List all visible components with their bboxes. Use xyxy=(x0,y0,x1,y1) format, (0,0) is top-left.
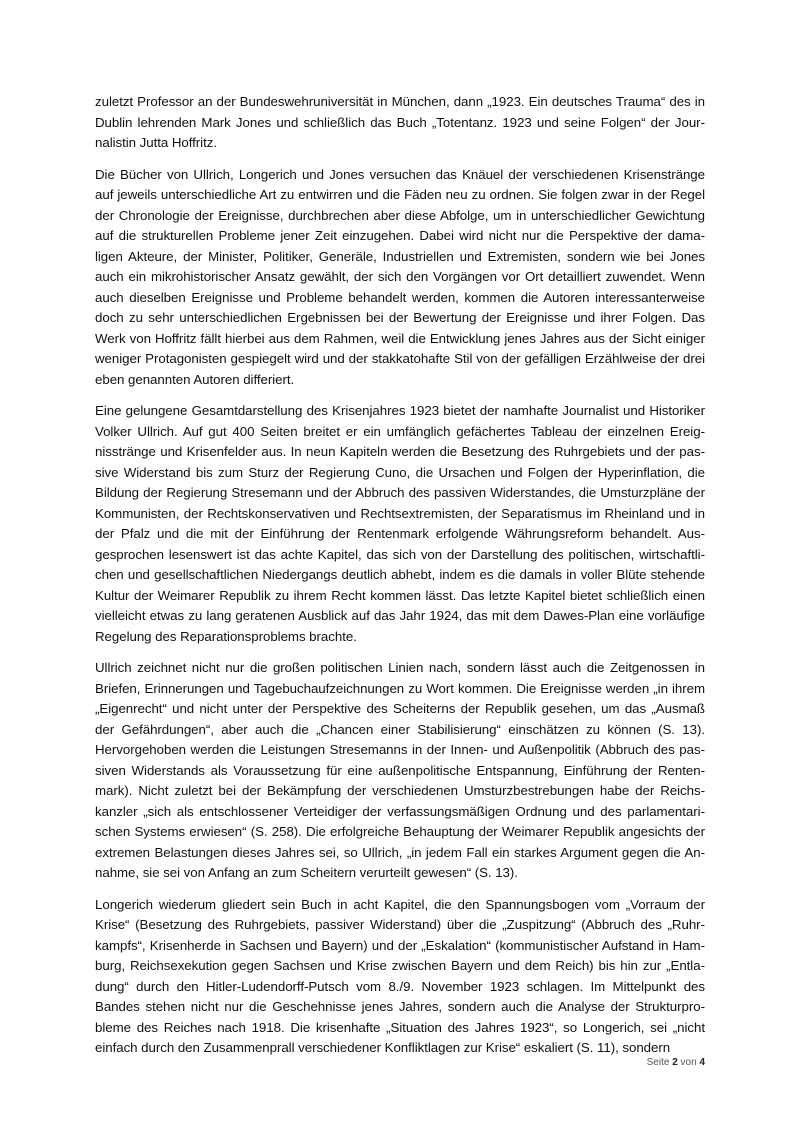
page-separator: von xyxy=(680,1057,697,1068)
paragraph: Ullrich zeichnet nicht nur die großen politischen Linien nach, sondern lässt auch die Zeitgenossen in Briefen, Erinnerungen und Tagebuchaufzeichnungen zu Wort kommen. Die Ereignisse werden „in ihrem „Eigenrecht“ und nicht unter der Perspektive des Scheiterns der Republik gesehen, um das „Ausmaß der Gefährdungen“, aber auch die „Chancen einer Stabilisierung“ einschätzen zu können (S. 13). Hervorgehoben werden die Leistungen Stresemanns in der Innen- und Außenpolitik (Abbruch des passiven Widerstands als Voraussetzung für eine außenpolitische Entspannung, Einführung der Rentenmark). Nicht zuletzt bei der Bekämpfung der verschiedenen Umsturzbestrebungen habe der Reichskanzler „sich als entschlossener Verteidiger der verfassungsmäßigen Ordnung und des parlamentarischen Systems erwiesen“ (S. 258). Die erfolgreiche Behauptung der Weimarer Republik angesichts der extremen Belastungen dieses Jahres sei, so Ullrich, „in jedem Fall ein starkes Argument gegen die Annahme, sie sei von Anfang an zum Scheitern verurteilt gewesen“ (S. 13). xyxy=(95,660,705,880)
total-pages-number: 4 xyxy=(699,1057,705,1068)
paragraph: Die Bücher von Ullrich, Longerich und Jones versuchen das Knäuel der verschiedenen Krisenstränge auf jeweils unterschiedliche Art zu entwirren und die Fäden neu zu ordnen. Sie folgen zwar in der Regel der Chronologie der Ereignisse, durchbrechen aber diese Abfolge, um in unterschiedlicher Gewichtung auf die strukturellen Probleme jener Zeit einzugehen. Dabei wird nicht nur die Perspektive der damaligen Akteure, der Minister, Politiker, Generäle, Industriellen und Extremisten, sondern wie bei Jones auch ein mikrohistorischer Ansatz gewählt, der sich den Vorgängen vor Ort detailliert zuwendet. Wenn auch dieselben Ereignisse und Probleme behandelt werden, kommen die Autoren interessanterweise doch zu sehr unterschiedlichen Ergebnissen bei der Bewertung der Ereignisse und ihrer Folgen. Das Werk von Hoffritz fällt hierbei aus dem Rahmen, weil die Entwicklung jenes Jahres aus der Sicht einiger weniger Protagonisten gespiegelt wird und der stakkatohafte Stil von der gefälligen Erzählweise der drei eben genannten Autoren differiert. xyxy=(95,166,705,387)
document-body xyxy=(95,92,705,1070)
paragraph: Eine gelungene Gesamtdarstellung des Krisenjahres 1923 bietet der namhafte Journalist und Historiker Volker Ullrich. Auf gut 400 Seiten breitet er ein umfänglich gefächertes Tableau der einzelnen Ereignisstränge und Krisenfelder aus. In neun Kapiteln werden die Besetzung des Ruhrgebiets und der passive Widerstand bis zum Sturz der Regierung Cuno, die Ursachen und Folgen der Hyperinflation, die Bildung der Regierung Stresemann und der Abbruch des passiven Widerstandes, die Umsturzpläne der Kommunisten, der Rechtskonservativen und Rechtsextremisten, der Separatismus im Rheinland und in der Pfalz und die mit der Einführung der Rentenmark erfolgende Währungsreform behandelt. Ausgesprochen lesenswert ist das achte Kapitel, das sich von der Darstellung des politischen, wirtschaftlichen und gesellschaftlichen Niedergangs deutlich abhebt, indem es die damals in voller Blüte stehende Kultur der Weimarer Republik zu ihrem Recht kommen lässt. Das letzte Kapitel bietet schließlich einen vielleicht etwas zu lang geratenen Ausblick auf das Jahr 1924, das mit dem Dawes-Plan eine vorläufige Regelung des Reparationsproblems brachte. xyxy=(95,403,705,644)
page-footer xyxy=(647,1057,705,1068)
paragraph: zuletzt Professor an der Bundeswehruniversität in München, dann „1923. Ein deutsches Trauma“ des in Dublin lehrenden Mark Jones und schließlich das Buch „Totentanz. 1923 und seine Folgen“ der Journalistin Jutta Hoffritz. xyxy=(95,94,705,150)
page-label: Seite xyxy=(646,1057,670,1068)
current-page-number: 2 xyxy=(672,1057,678,1068)
paragraph: Longerich wiederum gliedert sein Buch in acht Kapitel, die den Spannungsbogen vom „Vorraum der Krise“ (Besetzung des Ruhrgebiets, passiver Widerstand) über die „Zuspitzung“ (Abbruch des „Ruhrkampfs“, Krisenherde in Sachsen und Bayern) und der „Eskalation“ (kommunistischer Aufstand in Hamburg, Reichsexekution gegen Sachsen und Krise zwischen Bayern und dem Reich) bis hin zur „Entladung“ durch den Hitler-Ludendorff-Putsch vom 8./9. November 1923 schlagen. Im Mittelpunkt des Bandes stehen nicht nur die Geschehnisse jenes Jahres, sondern auch die Analyse der Strukturprobleme des Reiches nach 1918. Die krisenhafte „Situation des Jahres 1923“, so Longerich, sei „nicht einfach durch den Zusammenprall verschiedener Konfliktlagen zur Krise“ eskaliert (S. 11), sondern xyxy=(95,896,705,1055)
